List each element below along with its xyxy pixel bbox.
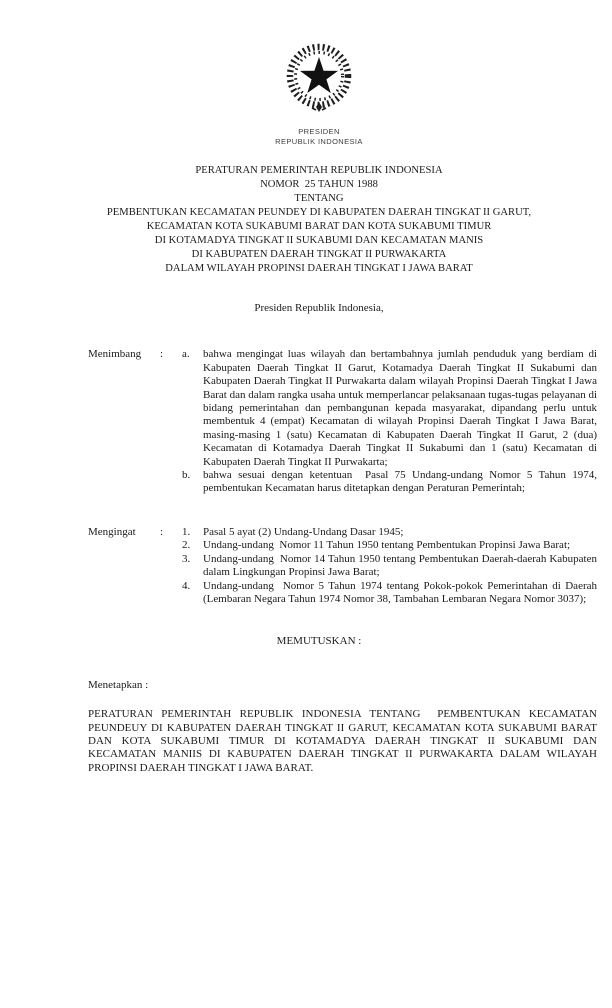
decision-heading-wrap	[26, 635, 612, 648]
list-item-text: Undang-undang Nomor 14 Tahun 1950 tentang Pembentukan Daerah-daerah Kabupaten dalam Lingkungan Propinsi Jawa Barat;	[203, 552, 600, 579]
list-item-marker: 3.	[182, 552, 191, 565]
list-item	[182, 579, 600, 607]
title-line: PEMBENTUKAN KECAMATAN PEUNDEY DI KABUPATEN DAERAH TINGKAT II GARUT,	[106, 207, 532, 218]
menimbang-items	[182, 348, 600, 495]
list-item	[182, 539, 597, 552]
list-item-text: Undang-undang Nomor 11 Tahun 1950 tentang Pembentukan Propinsi Jawa Barat;	[203, 539, 571, 552]
list-item	[182, 348, 600, 469]
org-name-block	[26, 127, 612, 147]
title-line: KECAMATAN KOTA SUKABUMI BARAT DAN KOTA SUKABUMI TIMUR	[146, 221, 492, 232]
org-line-presiden: PRESIDEN	[298, 127, 340, 136]
org-line-republik-indonesia: REPUBLIK INDONESIA	[275, 137, 363, 146]
document-header	[26, 38, 612, 315]
title-line: TENTANG	[294, 193, 344, 204]
list-item-marker: 1.	[182, 525, 191, 538]
list-item-marker: b.	[182, 469, 191, 482]
list-item-marker: a.	[182, 348, 190, 361]
section-colon: :	[160, 525, 164, 538]
memutuskan-heading: MEMUTUSKAN :	[276, 635, 362, 648]
section-label-menimbang: Menimbang	[88, 348, 142, 361]
title-line: DI KOTAMADYA TINGKAT II SUKABUMI DAN KECAMATAN MANIS	[154, 235, 484, 246]
title-line: DI KABUPATEN DAERAH TINGKAT II PURWAKARTA	[191, 249, 447, 260]
title-line: NOMOR 25 TAHUN 1988	[260, 179, 378, 190]
section-colon: :	[160, 348, 164, 361]
section-menimbang	[88, 348, 600, 495]
menetapkan-label: Menetapkan :	[88, 678, 149, 691]
menetapkan-body-paragraph: PERATURAN PEMERINTAH REPUBLIK INDONESIA TENTANG PEMBENTUKAN KECAMATAN PEUNDEUY DI KABUPATEN DAERAH TINGKAT II GARUT, KECAMATAN KOTA SUKABUMI BARAT DAN KOTA SUKABUMI TIMUR DI KOTAMADYA DAERAH TINGKAT II SUKABUMI DAN KECAMATAN MANIIS DI KABUPATEN DAERAH TINGKAT II PURWAKARTA DALAM WILAYAH PROPINSI DAERAH TINGKAT I JAWA BARAT.	[88, 708, 600, 774]
section-mengingat	[88, 525, 600, 606]
presidential-seal-icon	[279, 38, 359, 120]
list-item	[182, 469, 600, 496]
section-label-mengingat: Mengingat	[88, 525, 136, 538]
list-item-text: Undang-undang Nomor 5 Tahun 1974 tentang Pokok-pokok Pemerintahan di Daerah (Lembaran Negara Tahun 1974 Nomor 38, Tambahan Lembaran Negara Nomor 3037);	[203, 579, 600, 605]
salutation-line: Presiden Republik Indonesia,	[254, 302, 384, 314]
title-line: PERATURAN PEMERINTAH REPUBLIK INDONESIA	[195, 165, 443, 176]
list-item-text: bahwa sesuai dengan ketentuan Pasal 75 Undang-undang Nomor 5 Tahun 1974, pembentukan Kecamatan harus ditetapkan dengan Peraturan Pemerintah;	[203, 469, 600, 495]
document-title	[26, 164, 612, 276]
list-item	[182, 526, 597, 539]
list-item-text: Pasal 5 ayat (2) Undang-Undang Dasar 1945;	[203, 525, 404, 538]
list-item-marker: 2.	[182, 539, 191, 552]
mengingat-items	[182, 525, 600, 606]
list-item-marker: 4.	[182, 579, 191, 592]
list-item	[182, 552, 600, 580]
list-item-text: bahwa mengingat luas wilayah dan bertambahnya jumlah penduduk yang berdiam di Kabupaten Daerah Tingkat II Garut, Kotamadya Daerah Tingkat II Sukabumi dan Kabupaten Daerah Tingkat II Purwakarta dalam wilayah Propinsi Daerah Tingkat I Jawa Barat dan dalam rangka usaha untuk memperlancar pelaksanaan tugas-tugas pelayanan di bidang pemerintahan dan pembangunan kepada masyarakat, dipandang perlu untuk membentuk 4 (empat) Kecamatan di wilayah Propinsi Daerah Tingkat I Jawa Barat, masing-masing 1 (satu) Kecamatan di Kabupaten Daerah Tingkat II Garut, 2 (dua) Kecamatan di Kotamadya Daerah Tingkat II Sukabumi dan 1 (satu) Kecamatan di Kabupaten Daerah Tingkat II Purwakarta;	[203, 348, 600, 468]
title-line: DALAM WILAYAH PROPINSI DAERAH TINGKAT I JAWA BARAT	[165, 263, 473, 274]
